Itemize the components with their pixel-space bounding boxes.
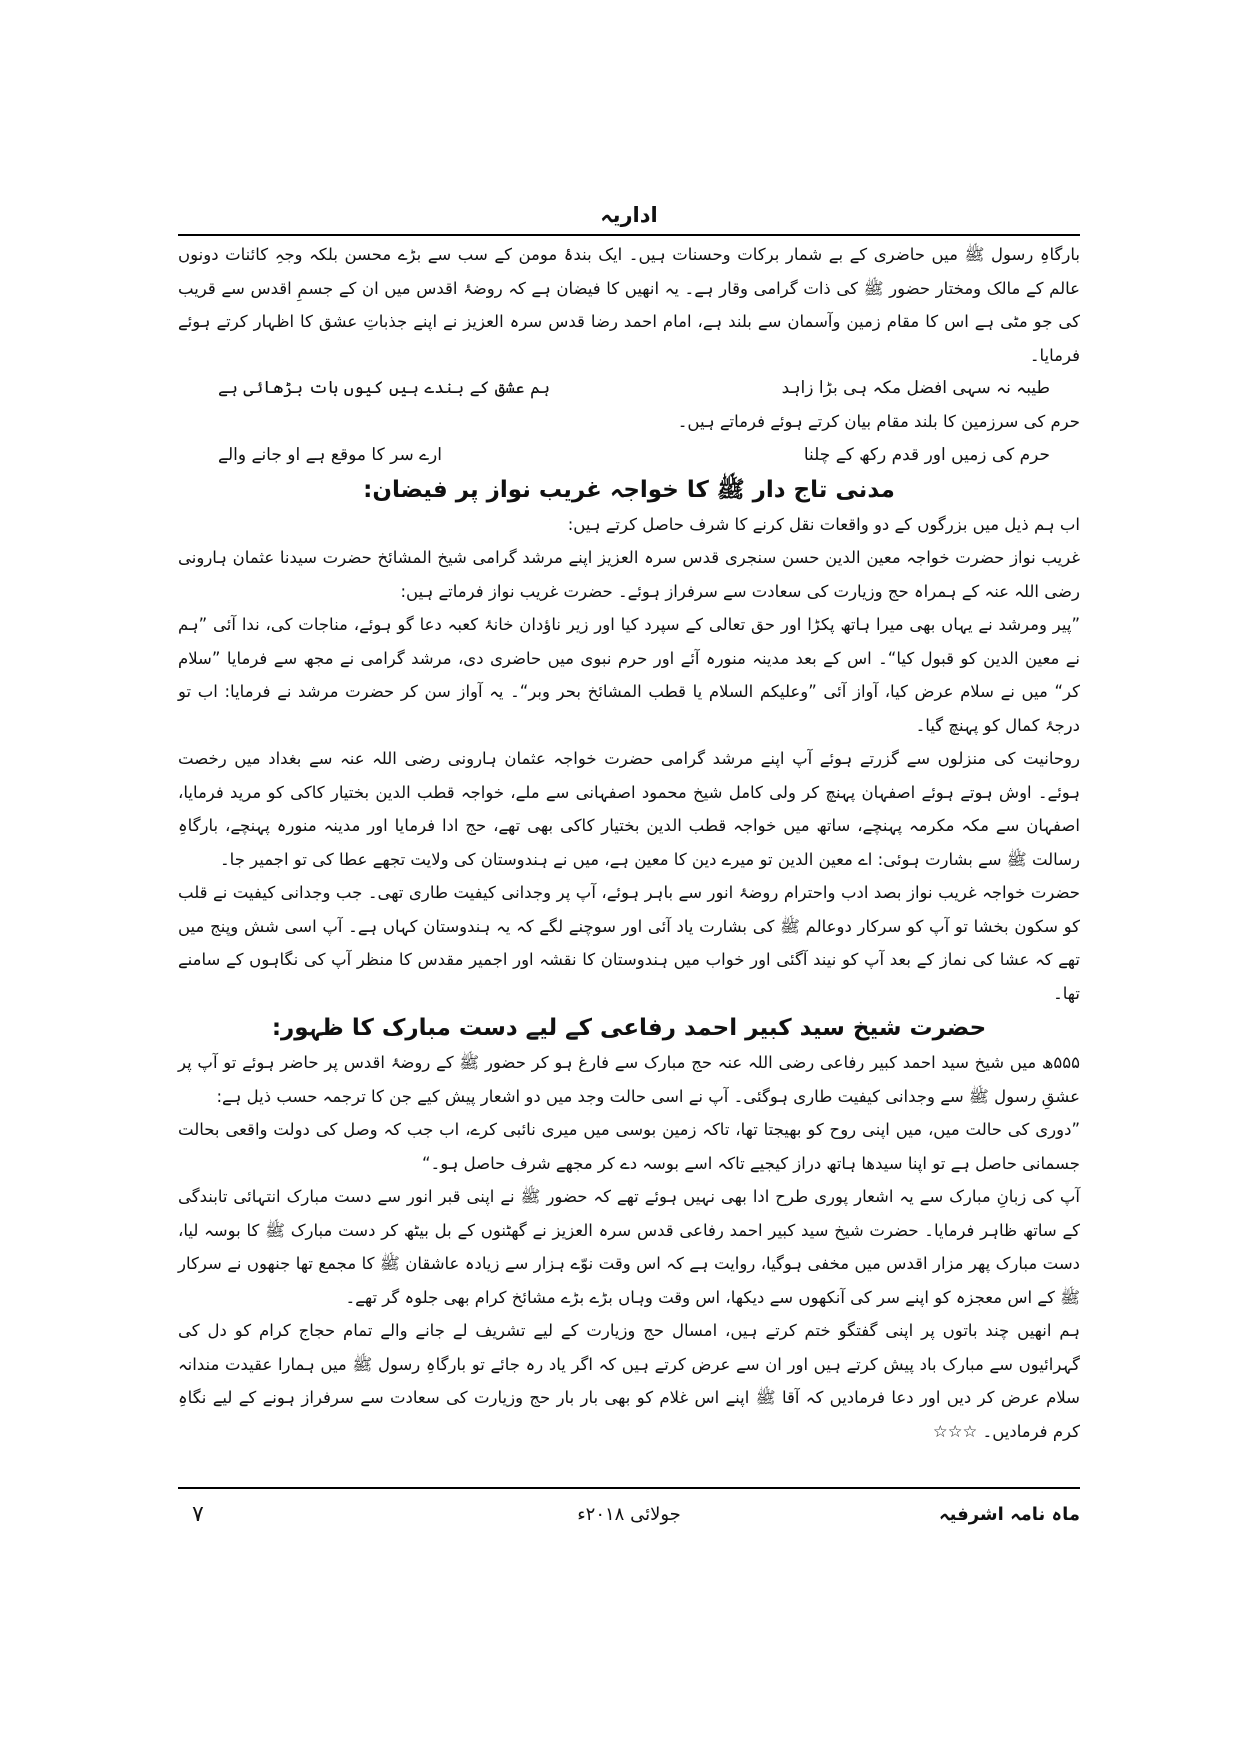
verse-1-left: ہم عشق کے بندے ہیں کیوں بات بڑھائی ہے <box>218 378 551 398</box>
section1-paragraph: حضرت خواجہ غریب نواز بصد ادب واحترام روضۂ انور سے باہر ہوئے، آپ پر وجدانی کیفیت طاری تھی۔ جب وجدانی کیفیت نے قلب کو سکون بخشا تو آپ کو سرکار دوعالم ﷺ کی بشارت یاد آئی اور سوچنے لگے کہ یہ ہندوستان کہاں ہے۔ آپ اسی شش وپنج میں تھے کہ عشا کی نماز کے بعد آپ کو نیند آگئی اور خواب میں ہندوستان کا نقشہ اور اجمیر مقدس کا منظر آپ کی نگاہوں کے سامنے تھا۔ <box>178 883 1080 1003</box>
verse-2-right: حرم کی زمیں اور قدم رکھ کے چلنا <box>803 444 1050 465</box>
footer-page-number: ۷ <box>192 1502 204 1527</box>
article-body <box>178 238 1080 1448</box>
section1-paragraph: روحانیت کی منزلوں سے گزرتے ہوئے آپ اپنے مرشد گرامی حضرت خواجہ عثمان ہارونی رضی اللہ عنہ سے بغداد میں رخصت ہوئے۔ اوش ہوتے ہوئے اصفہان پہنچ کر ولی کامل شیخ محمود اصفہانی سے ملے، خواجہ قطب الدین بختیار کاکی کو مرید فرمایا، اصفہان سے مکہ مکرمہ پہنچے، ساتھ میں خواجہ قطب الدین بختیار کاکی بھی تھے، حج ادا فرمایا اور مدینہ منورہ پہنچے، بارگاہِ رسالت ﷺ سے بشارت ہوئی: اے معین الدین تو میرے دین کا معین ہے، میں نے ہندوستان کی ولایت تجھے عطا کی تو اجمیر جا۔ <box>178 749 1080 869</box>
section1-paragraph: اب ہم ذیل میں بزرگوں کے دو واقعات نقل کرنے کا شرف حاصل کرتے ہیں: <box>567 514 1080 534</box>
magazine-page <box>178 200 1080 1560</box>
verse-couplet-1 <box>178 372 1080 405</box>
haram-line: حرم کی سرزمین کا بلند مقام بیان کرتے ہوئے فرماتے ہیں۔ <box>677 412 1080 431</box>
verse-1-right: طیبہ نہ سہی افضل مکہ ہی بڑا زاہد <box>781 378 1050 398</box>
verse-2-left: ارے سر کا موقع ہے او جانے والے <box>218 444 442 465</box>
section1-quote: ”پیر ومرشد نے یہاں بھی میرا ہاتھ پکڑا اور حق تعالی کے سپرد کیا اور زیر ناؤدان خانۂ کعبہ دعا گو ہوئے، مناجات کی، ندا آئی ”ہم نے معین الدین کو قبول کیا“۔ اس کے بعد مدینہ منورہ آئے اور حرم نبوی میں حاضری دی، مرشد گرامی نے مجھ سے فرمایا ”سلام کر“ میں نے سلام عرض کیا، آواز آئی ”وعلیکم السلام یا قطب المشائخ بحر وبر“۔ یہ آواز سن کر حضرت مرشد نے فرمایا: اب تو درجۂ کمال کو پہنچ گیا۔ <box>178 615 1080 735</box>
verse-couplet-2 <box>178 439 1080 472</box>
section2-paragraph: آپ کی زبانِ مبارک سے یہ اشعار پوری طرح ادا بھی نہیں ہوئے تھے کہ حضور ﷺ نے اپنی قبر انور سے دست مبارک انتہائی تابندگی کے ساتھ ظاہر فرمایا۔ حضرت شیخ سید کبیر احمد رفاعی قدس سرہ العزیز نے گھٹنوں کے بل بیٹھ کر دست مبارک ﷺ کا بوسہ لیا، دست مبارک پھر مزار اقدس میں مخفی ہوگیا، روایت ہے کہ اس وقت نوّے ہزار سے زیادہ عاشقان ﷺ کا مجمع تھا جنھوں نے سرکار ﷺ کے اس معجزہ کو اپنے سر کی آنکھوں سے دیکھا، اس وقت وہاں بڑے بڑے مشائخ کرام بھی جلوہ گر تھے۔ <box>178 1187 1080 1307</box>
section2-paragraph: ہم انھیں چند باتوں پر اپنی گفتگو ختم کرتے ہیں، امسال حج وزیارت کے لیے تشریف لے جانے والے تمام حجاج کرام کو دل کی گہرائیوں سے مبارک باد پیش کرتے ہیں اور ان سے عرض کرتے ہیں کہ اگر یاد رہ جائے تو بارگاہِ رسول ﷺ میں ہمارا عقیدت مندانہ سلام عرض کر دیں اور دعا فرمادیں کہ آقا ﷺ اپنے اس غلام کو بھی بار بار حج وزیارت کی سعادت سے سرفراز ہونے کے لیے نگاہِ کرم فرمادیں۔ ☆☆☆ <box>178 1321 1080 1441</box>
page-header <box>178 200 1080 230</box>
footer-magazine-name: ماہ نامہ اشرفیہ <box>939 1504 1080 1525</box>
footer-date: جولائی ۲۰۱۸ء <box>577 1504 681 1525</box>
header-rule <box>178 234 1080 236</box>
footer-rule <box>178 1487 1080 1489</box>
section2-paragraph: ۵۵۵ھ میں شیخ سید احمد کبیر رفاعی رضی اللہ عنہ حج مبارک سے فارغ ہو کر حضور ﷺ کے روضۂ اقدس پر حاضر ہوئے تو آپ پر عشقِ رسول ﷺ سے وجدانی کیفیت طاری ہوگئی۔ آپ نے اسی حالت وجد میں دو اشعار پیش کیے جن کا ترجمہ حسب ذیل ہے: <box>178 1053 1080 1106</box>
intro-paragraph: بارگاہِ رسول ﷺ میں حاضری کے بے شمار برکات وحسنات ہیں۔ ایک بندۂ مومن کے سب سے بڑے محسن بلکہ وجہِ کائنات دونوں عالم کے مالک ومختار حضور ﷺ کی ذات گرامی وقار ہے۔ یہ انھیں کا فیضان ہے کہ روضۂ اقدس میں ان کے جسمِ اقدس سے قریب کی جو مٹی ہے اس کا مقام زمین وآسمان سے بلند ہے، امام احمد رضا قدس سرہ العزیز نے اپنے جذباتِ عشق کا اظہار کرتے ہوئے فرمایا۔ <box>178 245 1080 365</box>
section2-quote: ”دوری کی حالت میں، میں اپنی روح کو بھیجتا تھا، تاکہ زمین بوسی میں میری نائبی کرے، اب جب کہ وصل کی دولت واقعی بحالت جسمانی حاصل ہے تو اپنا سیدھا ہاتھ دراز کیجیے تاکہ اسے بوسہ دے کر مجھے شرف حاصل ہو۔“ <box>178 1120 1080 1173</box>
section-heading-1: مدنی تاج دار ﷺ کا خواجہ غریب نواز پر فیضان: <box>363 476 895 503</box>
header-title: اداریہ <box>600 203 658 227</box>
page-footer <box>178 1495 1080 1535</box>
section1-paragraph: غریب نواز حضرت خواجہ معین الدین حسن سنجری قدس سرہ العزیز اپنے مرشد گرامی شیخ المشائخ حضرت سیدنا عثمان ہارونی رضی اللہ عنہ کے ہمراہ حج وزیارت کی سعادت سے سرفراز ہوئے۔ حضرت غریب نواز فرماتے ہیں: <box>178 548 1080 601</box>
section-heading-2: حضرت شیخ سید کبیر احمد رفاعی کے لیے دست مبارک کا ظہور: <box>271 1015 987 1041</box>
